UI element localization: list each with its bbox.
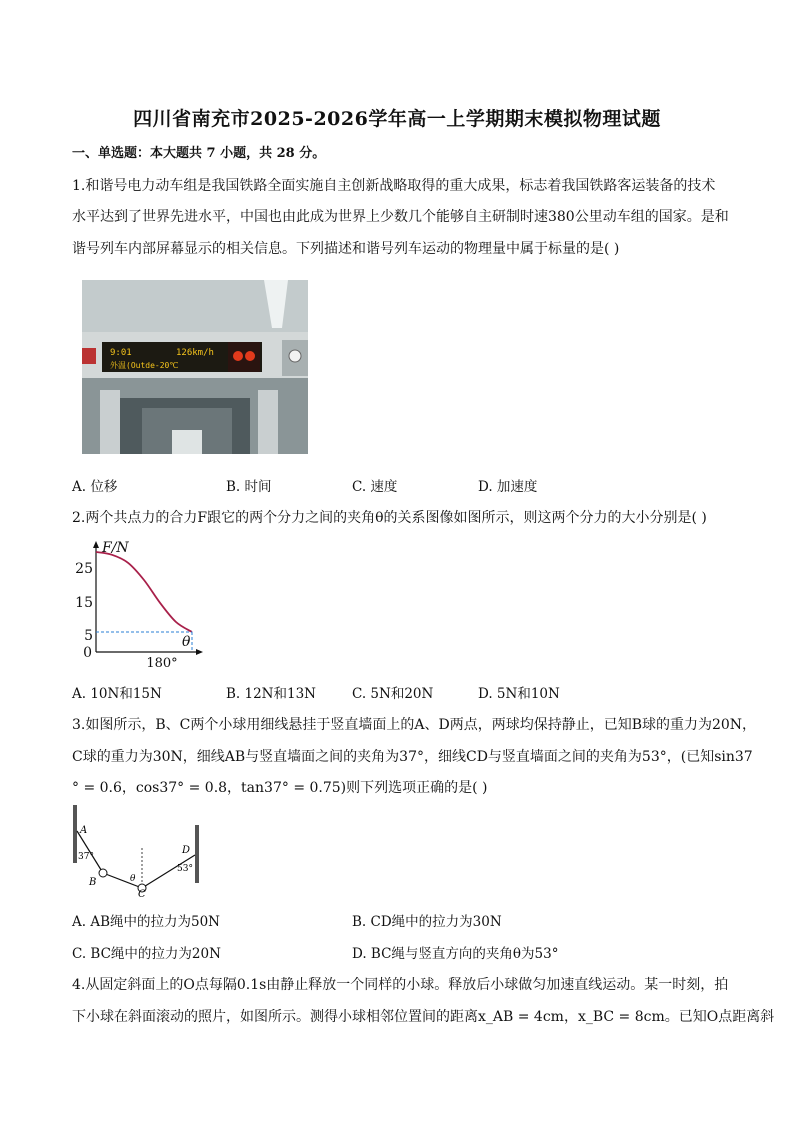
q2-stem: 2.两个共点力的合力F跟它的两个分力之间的夹角θ的关系图像如图所示，则这两个分力的大小分别是( ) bbox=[72, 510, 707, 526]
q1-line-3: 谐号列车内部屏幕显示的相关信息。下列描述和谐号列车运动的物理量中属于标量的是( ) bbox=[72, 241, 620, 257]
q4-line-1: 4.从固定斜面上的O点每隔0.1s由静止释放一个同样的小球。释放后小球做匀加速直线运动。某一时刻，拍 bbox=[72, 977, 729, 993]
display-speed: 126km/h bbox=[176, 348, 214, 358]
y-axis-label: F/N bbox=[102, 540, 129, 556]
y-axis-arrow bbox=[93, 541, 99, 548]
label-37: 37° bbox=[78, 852, 94, 862]
y-tick-5: 5 bbox=[84, 628, 93, 644]
display-time: 9:01 bbox=[110, 348, 132, 358]
q1-option-a: A. 位移 bbox=[72, 479, 118, 495]
label-a: A bbox=[80, 825, 88, 836]
q1-option-d: D. 加速度 bbox=[478, 479, 538, 495]
label-b: B bbox=[89, 877, 97, 888]
q1-option-b: B. 时间 bbox=[226, 479, 272, 495]
force-curve bbox=[96, 552, 192, 632]
q2-option-c: C. 5N和20N bbox=[352, 686, 434, 702]
q3-line-3: ° = 0.6，cos37° = 0.8，tan37° = 0.75)则下列选项正确的是( ) bbox=[72, 780, 488, 796]
graph-plot-area bbox=[96, 552, 192, 652]
force-angle-graph bbox=[75, 540, 205, 671]
q1-line-2: 水平达到了世界先进水平，中国也由此成为世界上少数几个能够自主研制时速380公里动车组的国家。是和 bbox=[72, 209, 729, 225]
q1-option-c: C. 速度 bbox=[352, 479, 398, 495]
q1-line-1: 1.和谐号电力动车组是我国铁路全面实施自主创新战略取得的重大成果，标志着我国铁路客运装备的技术 bbox=[72, 178, 716, 194]
q3-option-a: A. AB绳中的拉力为50N bbox=[72, 914, 220, 930]
hanging-balls-figure bbox=[68, 803, 208, 900]
train-display-photo bbox=[82, 280, 308, 454]
string-bc bbox=[103, 873, 142, 888]
x-axis-label: θ bbox=[182, 634, 191, 650]
label-theta: θ bbox=[130, 874, 136, 884]
q4-line-2: 下小球在斜面滚动的照片，如图所示。测得小球相邻位置间的距离x_AB = 4cm，x_BC = 8cm。已知O点距离斜 bbox=[72, 1009, 775, 1025]
q2-option-b: B. 12N和13N bbox=[226, 686, 316, 702]
x-axis-arrow bbox=[196, 649, 203, 655]
display-temperature: 外温(Outde-20℃ bbox=[110, 361, 179, 370]
origin-label: 0 bbox=[83, 645, 92, 661]
y-tick-15: 15 bbox=[75, 595, 93, 611]
y-tick-25: 25 bbox=[75, 561, 93, 577]
x-tick-180: 180° bbox=[146, 656, 178, 671]
q3-line-1: 3.如图所示，B、C两个小球用细线悬挂于竖直墙面上的A、D两点，两球均保持静止，已知B球的重力为20N， bbox=[72, 717, 757, 733]
label-53: 53° bbox=[177, 864, 193, 874]
q2-option-a: A. 10N和15N bbox=[72, 686, 162, 702]
page-title: 四川省南充市2025-2026学年高一上学期期末模拟物理试题 bbox=[133, 108, 661, 130]
left-wall bbox=[73, 805, 77, 863]
q3-line-2: C球的重力为30N，细线AB与竖直墙面之间的夹角为37°，细线CD与竖直墙面之间的夹角为53°，(已知sin37 bbox=[72, 749, 753, 765]
label-d: D bbox=[182, 845, 191, 856]
q2-option-d: D. 5N和10N bbox=[478, 686, 560, 702]
right-wall bbox=[195, 825, 199, 883]
q3-option-c: C. BC绳中的拉力为20N bbox=[72, 946, 221, 962]
ball-b bbox=[99, 869, 107, 877]
q3-option-b: B. CD绳中的拉力为30N bbox=[352, 914, 502, 930]
label-c: C bbox=[138, 889, 146, 900]
section-heading: 一、单选题：本大题共 7 小题，共 28 分。 bbox=[72, 146, 326, 161]
q3-option-d: D. BC绳与竖直方向的夹角θ为53° bbox=[352, 946, 559, 962]
